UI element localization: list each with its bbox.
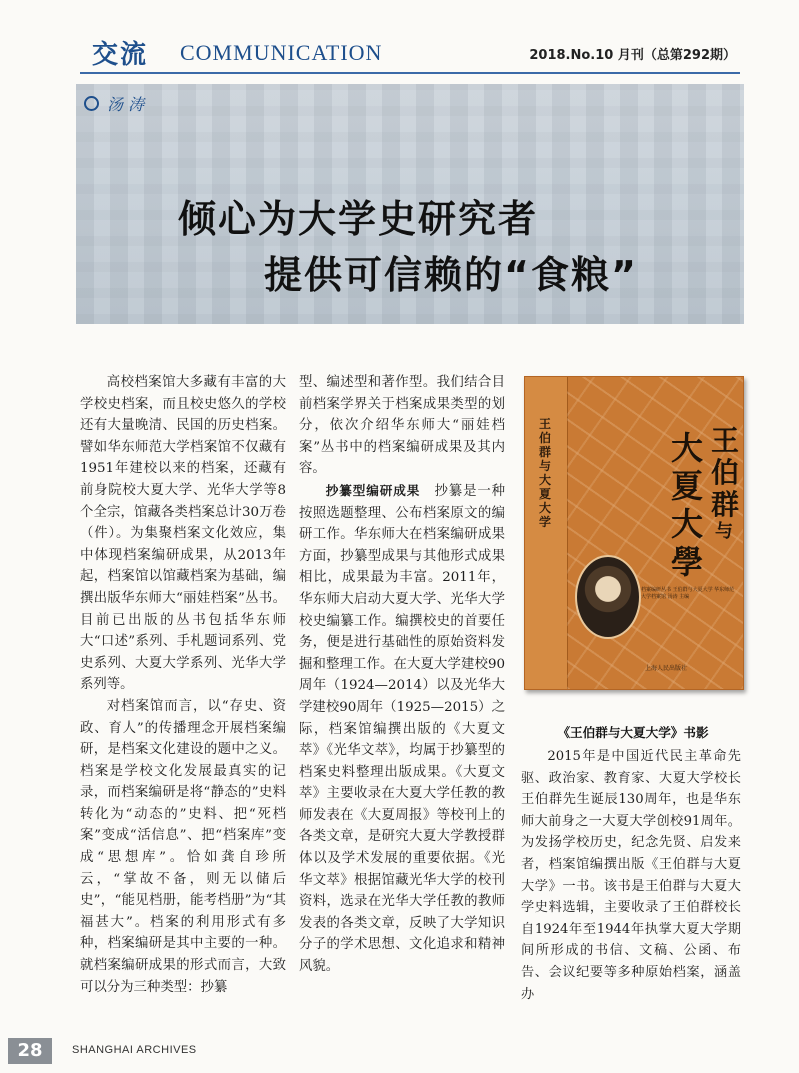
paragraph (299, 480, 505, 978)
book-title-char: 大 (671, 505, 704, 543)
text-column-2 (299, 372, 505, 978)
issue-info: 2018.No.10 月刊（总第292期） (529, 48, 736, 63)
portrait-image (575, 555, 641, 639)
paragraph: 2015年是中国近代民主革命先驱、政治家、教育家、大夏大学校长王伯群先生诞辰130周年，也是华东师大前身之一大夏大学创校91周年。为发扬学校历史，纪念先贤、启发来者，档案馆编撰出版《王伯群与大夏大学》一书。该书是王伯群与大夏大学史料选辑，主要收录了王伯群校长自1924年至1944年执掌大夏大学期间所形成的书信、文稿、公函、布告、会议纪要等多种原始档案，涵盖办 (521, 749, 741, 1002)
book-title-char: 伯 (711, 456, 740, 489)
book-title-char: 与 (715, 521, 733, 542)
text-column-1 (80, 372, 286, 998)
page-header (80, 28, 740, 72)
book-title-char: 王 (711, 424, 740, 457)
header-rule (80, 72, 740, 74)
title-banner (76, 84, 744, 324)
book-title-char: 大 (671, 429, 704, 467)
book-blurb: 档案编研丛书 王伯群与大夏大学 华东师范大学档案馆 汤涛 主编 (641, 587, 735, 600)
circle-icon (84, 96, 99, 111)
author-byline (84, 92, 144, 115)
text-column-3 (521, 746, 741, 1005)
paragraph: 高校档案馆大多藏有丰富的大学校史档案，而且校史悠久的学校还有大量晚清、民国的历史档案。譬如华东师范大学档案馆不仅藏有1951年建校以来的档案，还藏有前身院校大夏大学、光华大学等8个全宗，馆藏各类档案总计30万卷（件）。为集聚档案文化效应，集中体现档案编研成果，从2013年起，档案馆以馆藏档案为基础，编撰出版华东师大“丽娃档案”丛书。目前已出版的丛书包括华东师大“口述”系列、手札题词系列、党史系列、大夏大学系列、光华大学系列等。 (80, 375, 286, 693)
book-title-char: 群 (711, 488, 740, 521)
book-cover-image (524, 376, 744, 690)
paragraph-text: 抄纂是一种按照选题整理、公布档案原文的编研工作。华东师大在档案编研成果方面，抄纂型成果与其他形式成果相比，成果最为丰富。2011年，华东师大启动大夏大学、光华大学校史编纂工作。编撰校史的首要任务，便是进行基础性的原始资料发掘和整理工作。在大夏大学建校90周年（1924—2014）以及光华大学建校90周年（1925—2015）之际，档案馆编撰出版的《大夏文萃》《光华文萃》，均属于抄纂型的档案史料整理出版成果。《大夏文萃》主要收录在大夏大学任教的教师发表在《大夏周报》等校刊上的各类文章，是研究大夏大学教授群体以及学术发展的重要依据。《光华文萃》根据馆藏光华大学的校刊资料，选录在光华大学任教的教师发表的各类文章，反映了大学知识分子的学术思想、文化追求和精神风貌。 (299, 483, 506, 975)
article-title-line2: 提供可信赖的“食粮” (264, 253, 638, 297)
page-number: 28 (8, 1038, 52, 1064)
paragraph: 型、编述型和著作型。我们结合目前档案学界关于档案成果类型的划分，依次介绍华东师大“丽娃档案”丛书中的档案编研成果及其内容。 (299, 375, 505, 477)
article-title-line1: 倾心为大学史研究者 (178, 197, 539, 241)
journal-name: SHANGHAI ARCHIVES (72, 1044, 197, 1056)
book-title-char: 夏 (671, 467, 704, 505)
book-title-char: 學 (671, 543, 704, 581)
author-name: 汤 涛 (107, 95, 145, 114)
section-title-cn: 交流 (92, 40, 149, 70)
section-title-en: COMMUNICATION (180, 40, 383, 65)
paragraph: 对档案馆而言，以“存史、资政、育人”的传播理念开展档案编研，是档案文化建设的题中之义。档案是学校文化发展最真实的记录，而档案编研是将“静态的”史料转化为“动态的”史料、把“死档案”变成“活信息”、把“档案库”变成“思想库”。恰如龚自珍所云，“掌故不备，则无以储后史”，“能见档册，能考档册”为“其福甚大”。档案的利用形式有多种，档案编研是其中主要的一种。就档案编研成果的形式而言，大致可以分为三种类型：抄纂 (80, 698, 286, 995)
section-keyword: 抄纂型编研成果 (325, 482, 421, 498)
image-caption: 《王伯群与大夏大学》书影 (557, 725, 709, 740)
book-publisher: 上海人民出版社 (645, 665, 688, 672)
book-spine (525, 377, 568, 689)
book-spine-title: 王伯群与大夏大学 (539, 417, 552, 529)
